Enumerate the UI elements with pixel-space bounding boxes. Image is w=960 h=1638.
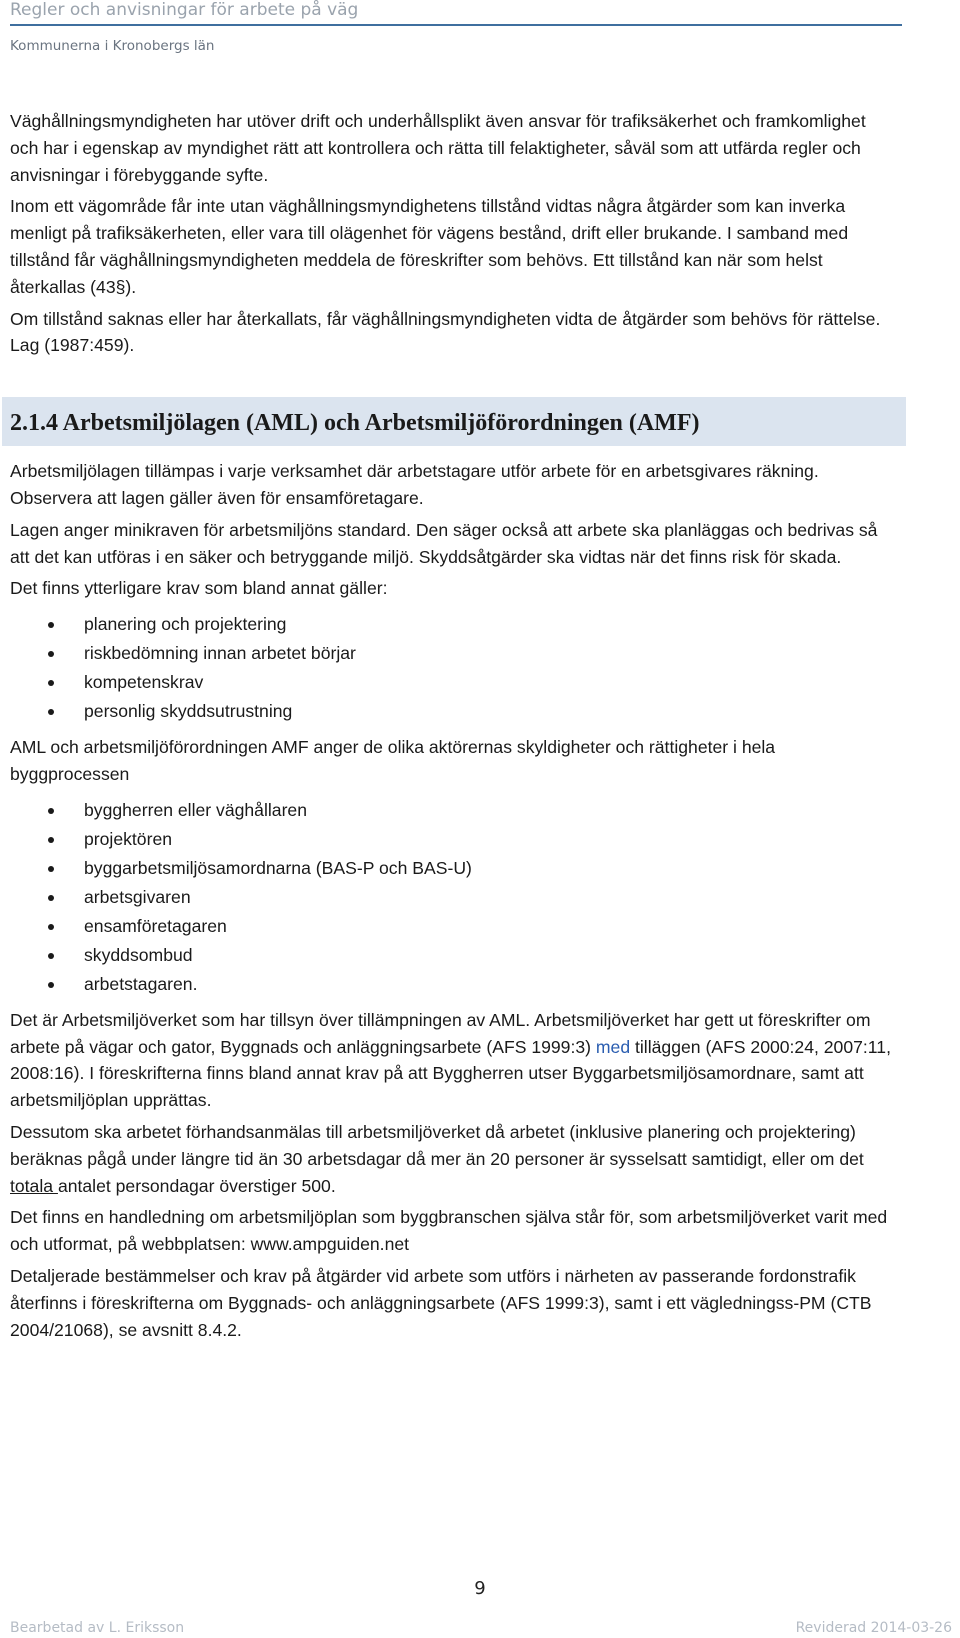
- requirements-list: [10, 610, 898, 726]
- section-paragraph-3: Det finns ytterligare krav som bland annat gäller:: [10, 578, 388, 599]
- page-content: [10, 108, 898, 1343]
- intro-paragraph-3: Om tillstånd saknas eller har återkallats, får väghållningsmyndigheten vidta de åtgärder som behövs för rättelse. Lag (1987:459).: [10, 308, 881, 356]
- list-item: byggherren eller väghållaren: [10, 796, 898, 825]
- footer-revision-date: Reviderad 2014-03-26: [795, 1620, 952, 1636]
- paragraph-text: Det är Arbetsmiljöverket som har tillsyn över tillämpningen av AML. Arbetsmiljöverket har gett ut föreskrifter om arbete på vägar och gator, Byggnads och anläggningsarbete (AFS 1999:3): [10, 1009, 871, 1057]
- section-heading: 2.1.4 Arbetsmiljölagen (AML) och Arbetsmiljöförordningen (AMF): [2, 397, 906, 446]
- document-header-title: Regler och anvisningar för arbete på väg: [10, 0, 359, 20]
- section-paragraph-6: [10, 1119, 898, 1199]
- list-item: arbetsgivaren: [10, 883, 898, 912]
- paragraph-text: tilläggen (AFS 2000:24, 2007:11, 2008:16). I föreskrifterna finns bland annat krav på att Byggherren utser Byggarbetsmiljösamordnare, samt att arbetsmiljöplan upprättas.: [10, 1036, 891, 1111]
- list-item: skyddsombud: [10, 941, 898, 970]
- section-paragraph-5: [10, 1007, 898, 1114]
- paragraph-text: Dessutom ska arbetet förhandsanmälas till arbetsmiljöverket då arbetet (inklusive planering och projektering) beräknas pågå under längre tid än 30 arbetsdagar då mer än 20 personer är sysselsatt samtidigt, eller om det: [10, 1121, 864, 1169]
- section-paragraph-7: Det finns en handledning om arbetsmiljöplan som byggbranschen själva står för, som arbetsmiljöverket varit med och utformat, på webbplatsen: www.ampguiden.net: [10, 1207, 888, 1255]
- header-divider: [10, 24, 902, 26]
- list-item: arbetstagaren.: [10, 970, 898, 999]
- inline-link[interactable]: med: [595, 1036, 631, 1057]
- paragraph-text: antalet persondagar överstiger 500.: [57, 1175, 336, 1196]
- actors-list: [10, 796, 898, 999]
- section-paragraph-8: Detaljerade bestämmelser och krav på åtgärder vid arbete som utförs i närheten av passerande fordonstrafik återfinns i föreskrifterna om Byggnads- och anläggningsarbete (AFS 1999:3), samt i ett vägledningss-PM (CTB 2004/21068), se avsnitt 8.4.2.: [10, 1265, 872, 1340]
- section-paragraph-1: Arbetsmiljölagen tillämpas i varje verksamhet där arbetstagare utför arbete för en arbetsgivares räkning. Observera att lagen gäller även för ensamföretagare.: [10, 461, 819, 508]
- list-item: ensamföretagaren: [10, 912, 898, 941]
- list-item: personlig skyddsutrustning: [10, 697, 898, 726]
- list-item: kompetenskrav: [10, 668, 898, 697]
- footer-author: Bearbetad av L. Eriksson: [10, 1620, 185, 1636]
- page-number: 9: [474, 1578, 486, 1599]
- intro-paragraph-1: Väghållningsmyndigheten har utöver drift och underhållsplikt även ansvar för trafiksäkerhet och framkomlighet och har i egenskap av myndighet rätt att kontrollera och rätta till felaktigheter, såväl som att utfärda regler och anvisningar i förebyggande syfte.: [10, 111, 866, 185]
- list-item: planering och projektering: [10, 610, 898, 639]
- underlined-text: totala: [10, 1175, 58, 1196]
- intro-paragraph-2: Inom ett vägområde får inte utan väghållningsmyndighetens tillstånd vidtas några åtgärder som kan inverka menligt på trafiksäkerheten, eller vara till olägenhet för vägens bestånd, drift eller brukande. I samband med tillstånd får väghållningsmyndigheten meddela de föreskrifter som behövs. Ett tillstånd kan när som helst återkallas (43§).: [10, 196, 849, 297]
- section-paragraph-4: AML och arbetsmiljöförordningen AMF anger de olika aktörernas skyldigheter och rättigheter i hela byggprocessen: [10, 737, 776, 784]
- section-paragraph-2: Lagen anger minikraven för arbetsmiljöns standard. Den säger också att arbete ska planläggas och bedrivas så att det kan utföras i en säker och betryggande miljö. Skyddsåtgärder ska vidtas när det finns risk för skada.: [10, 519, 878, 567]
- list-item: riskbedömning innan arbetet börjar: [10, 639, 898, 668]
- list-item: projektören: [10, 825, 898, 854]
- list-item: byggarbetsmiljösamordnarna (BAS-P och BAS-U): [10, 854, 898, 883]
- document-header-subtitle: Kommunerna i Kronobergs län: [10, 38, 215, 54]
